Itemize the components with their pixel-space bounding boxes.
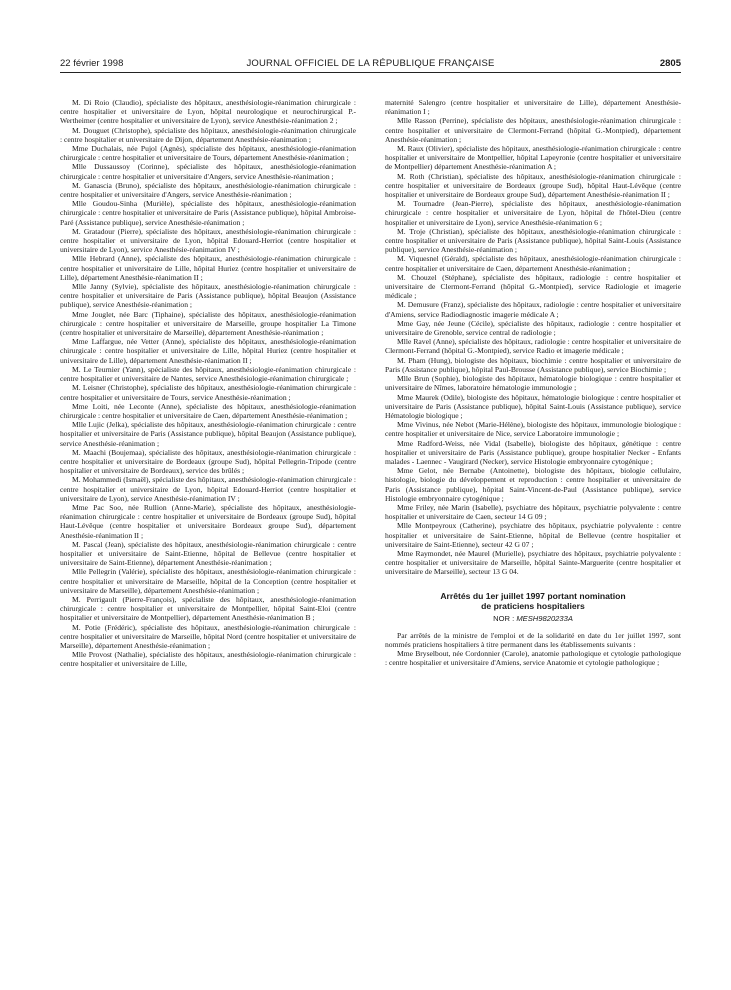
- header-page-number: 2805: [659, 58, 681, 69]
- appointment-entry: M. Potie (Frédéric), spécialiste des hôpitaux, anesthésiologie-réanimation chirurgicale : centre hospitalier et universitaire de Marseille, hôpital Nord (centre hospitalier et universitaire de Marseille), département Anesthésie-réanimation ;: [60, 622, 356, 650]
- left-column: [60, 98, 356, 978]
- appointment-entry: M. Pham (Hung), biologiste des hôpitaux, biochimie : centre hospitalier et universitaire de Paris (Assistance publique), hôpital Paul-Brousse (Assistance publique), service Biochimie ;: [385, 355, 681, 374]
- right-column: [385, 98, 681, 978]
- appointment-entry: Mlle Brun (Sophie), biologiste des hôpitaux, hématologie biologique : centre hospitalier et universitaire de Nîmes, laboratoire hématologie immunologie ;: [385, 374, 681, 393]
- appointment-entry: Mme Friley, née Marin (Isabelle), psychiatre des hôpitaux, psychiatrie polyvalente : centre hospitalier et universitaire de Caen, secteur 14 G 09 ;: [385, 502, 681, 522]
- appointment-entry: Mme Loiti, née Leconte (Anne), spécialiste des hôpitaux, anesthésiologie-réanimation chirurgicale : centre hospitalier et universitaire de Caen, département Anesthésie-réanimation ;: [60, 401, 356, 420]
- section-title-line-1: Arrêtés du 1er juillet 1997 portant nomination: [440, 590, 626, 601]
- appointment-entry: Mme Duchalais, née Pujol (Agnès), spécialiste des hôpitaux, anesthésiologie-réanimation chirurgicale : centre hospitalier et universitaire de Tours, département Anesthésie-réanimation ;: [60, 144, 356, 163]
- appointment-entry: M. Pascal (Jean), spécialiste des hôpitaux, anesthésiologie-réanimation chirurgicale : centre hospitalier et universitaire de Saint-Etienne, hôpital de Bellevue (centre hospitalier et universitaire de Saint-Etienne), département Anesthésie-réanimation ;: [60, 539, 356, 568]
- appointment-entry: M. Mohammedi (Ismaël), spécialiste des hôpitaux, anesthésiologie-réanimation chirurgicale : centre hospitalier et universitaire de Lyon, hôpital Edouard-Herriot (centre hospitalier et universitaire de Lyon), service Anesthésie-réanimation IV ;: [60, 475, 356, 503]
- appointment-entry: maternité Salengro (centre hospitalier et universitaire de Lille), département Anesthésie-réanimation I ;: [385, 98, 681, 117]
- appointment-entry: M. Troje (Christian), spécialiste des hôpitaux, anesthésiologie-réanimation chirurgicale : centre hospitalier et universitaire de Paris (Assistance publique), hôpital Saint-Louis (Assistance publique), service Anesthésie-réanimation ;: [385, 226, 681, 255]
- appointment-entry: M. Demusure (Franz), spécialiste des hôpitaux, radiologie : centre hospitalier et universitaire d'Amiens, service Radiodiagnostic imagerie médicale A ;: [385, 300, 681, 319]
- appointment-entry: Mlle Dussaussoy (Corinne), spécialiste des hôpitaux, anesthésiologie-réanimation chirurgicale : centre hospitalier et universitaire d'Angers, service Anesthésie-réanimation ;: [60, 162, 356, 181]
- appointment-entry: Mme Raymondet, née Maurel (Murielle), psychiatre des hôpitaux, psychiatrie polyvalente : centre hospitalier et universitaire de Marseille, hôpital Sainte-Marguerite (centre hospitalier et universitaire de Marseille), secteur 13 G 04.: [385, 548, 681, 577]
- section-title-line-2: de praticiens hospitaliers: [481, 601, 585, 612]
- appointment-entry: Mlle Montpeyroux (Catherine), psychiatre des hôpitaux, psychiatrie polyvalente : centre hospitalier et universitaire de Saint-Etienne, hôpital de Bellevue (centre hospitalier et universitaire de Saint-Etienne), secteur 42 G 07 ;: [385, 521, 681, 549]
- header-rule: [60, 72, 681, 73]
- appointment-entry: M. Douguet (Christophe), spécialiste des hôpitaux, anesthésiologie-réanimation chirurgicale : centre hospitalier et universitaire de Dijon, département Anesthésie-réanimation ;: [60, 125, 356, 144]
- nor-label: NOR :: [493, 613, 515, 623]
- appointment-entry: Mlle Pellegrin (Valérie), spécialiste des hôpitaux, anesthésiologie-réanimation chirurgicale : centre hospitalier et universitaire de Marseille, hôpital de la Conception (centre hospitalier et universitaire de Marseille), département Anesthésie-réanimation ;: [60, 567, 356, 595]
- appointment-entry: M. Maachi (Boujemaa), spécialiste des hôpitaux, anesthésiologie-réanimation chirurgicale : centre hospitalier et universitaire de Bordeaux (groupe Sud), hôpital Pellegrin-Tripode (centre hospitalier et universitaire de Bordeaux), service des brûlés ;: [60, 447, 356, 476]
- appointment-entry: M. Leisner (Christophe), spécialiste des hôpitaux, anesthésiologie-réanimation chirurgicale : centre hospitalier et universitaire de Tours, service Anesthésie-réanimation ;: [60, 383, 356, 402]
- appointment-entry: Mlle Ravel (Anne), spécialiste des hôpitaux, radiologie : centre hospitalier et universitaire de Clermont-Ferrand (hôpital G.-Montpied), service Radio et imagerie médicale ;: [385, 337, 681, 356]
- appointment-entry: Mlle Provost (Nathalie), spécialiste des hôpitaux, anesthésiologie-réanimation chirurgicale : centre hospitalier et universitaire de Lille,: [60, 650, 356, 669]
- appointment-entry: M. Ganascia (Bruno), spécialiste des hôpitaux, anesthésiologie-réanimation chirurgicale : centre hospitalier et universitaire d'Angers, service Anesthésie-réanimation ;: [60, 180, 356, 200]
- appointment-entry: M. Gratadour (Pierre), spécialiste des hôpitaux, anesthésiologie-réanimation chirurgicale : centre hospitalier et universitaire de Lyon, hôpital Edouard-Herriot (centre hospitalier et universitaire de Lyon), service Anesthésie-réanimation IV ;: [60, 226, 356, 255]
- appointment-entry: Mme Pac Soo, née Rullion (Anne-Marie), spécialiste des hôpitaux, anesthésiologie-réanimation chirurgicale : centre hospitalier et universitaire de Bordeaux (groupe Sud), hôpital Haut-Lévêque (centre hospitalier et universitaire Bordeaux groupe Sud), département Anesthésie-réanimation II ;: [60, 502, 356, 540]
- appointment-entry: M. Le Teurnier (Yann), spécialiste des hôpitaux, anesthésiologie-réanimation chirurgicale : centre hospitalier et universitaire de Nantes, service Anesthésiologie-réanimation chirurgicale ;: [60, 364, 356, 384]
- nor-reference: [385, 614, 681, 623]
- appointment-entry: Mlle Lujic (Jelka), spécialiste des hôpitaux, anesthésiologie-réanimation chirurgicale : centre hospitalier et universitaire de Paris (Assistance publique), hôpital Beaujon (Assistance publique), service Anesthésie-réanimation ;: [60, 420, 356, 448]
- appointment-entry: Par arrêtés de la ministre de l'emploi et de la solidarité en date du 1er juillet 1997, sont nommés praticiens hospitaliers à titre permanent dans les établissements suivants :: [385, 630, 681, 649]
- appointment-entry: M. Perrigault (Pierre-François), spécialiste des hôpitaux, anesthésiologie-réanimation chirurgicale : centre hospitalier et universitaire de Montpellier, hôpital Saint-Eloi (centre hospitalier et universitaire de Montpellier), département Anesthésie-réanimation B ;: [60, 594, 356, 623]
- appointment-entry: M. Chouzel (Stéphane), spécialiste des hôpitaux, radiologie : centre hospitalier et universitaire de Clermont-Ferrand (hôpital G.-Montpied), service Radiologie et imagerie médicale ;: [385, 272, 681, 301]
- appointment-entry: Mlle Goudou-Sinha (Murièle), spécialiste des hôpitaux, anesthésiologie-réanimation chirurgicale : centre hospitalier et universitaire de Paris (Assistance publique), hôpital Ambroise-Paré (Assistance publique), service Anesthésie-réanimation ;: [60, 199, 356, 227]
- header-date: 22 février 1998: [60, 58, 124, 69]
- appointment-entry: Mme Radford-Weiss, née Vidal (Isabelle), biologiste des hôpitaux, génétique : centre hospitalier et universitaire de Paris (Assistance publique), groupe hospitalier Necker - Enfants malades - Laennec - Vaugirard (Necker), service Histologie embryonnaire cytogénique ;: [385, 438, 681, 466]
- appointment-entry: Mlle Janny (Sylvie), spécialiste des hôpitaux, anesthésiologie-réanimation chirurgicale : centre hospitalier et universitaire de Paris (Assistance publique), hôpital Beaujon (Assistance publique), service Anesthésie-réanimation ;: [60, 282, 356, 310]
- appointment-entry: M. Roth (Christian), spécialiste des hôpitaux, anesthésiologie-réanimation chirurgicale : centre hospitalier et universitaire de Bordeaux (groupe Sud), hôpital Haut-Lévêque (centre hospitalier et universitaire de Bordeaux groupe Sud), département Anesthésie-réanimation II ;: [385, 171, 681, 200]
- nor-code: MESH9820233A: [516, 613, 573, 623]
- appointment-entry: M. Viquesnel (Gérald), spécialiste des hôpitaux, anesthésiologie-réanimation chirurgicale : centre hospitalier et universitaire de Caen, département Anesthésie-réanimation ;: [385, 254, 681, 273]
- page-header: [60, 58, 681, 72]
- appointment-entry: Mme Maurek (Odile), biologiste des hôpitaux, hématologie biologique : centre hospitalier et universitaire de Paris (Assistance publique), hôpital Saint-Louis (Assistance publique), service Hématologie biologique ;: [385, 392, 681, 420]
- appointment-entry: Mlle Hebrard (Anne), spécialiste des hôpitaux, anesthésiologie-réanimation chirurgicale : centre hospitalier et universitaire de Lille, hôpital Huriez (centre hospitalier et universitaire de Lille), département Anesthésie-réanimation II ;: [60, 254, 356, 282]
- appointment-entry: Mme Bryselbout, née Cordonnier (Carole), anatomie pathologique et cytologie pathologique : centre hospitalier et universitaire d'Amiens, service Anatomie et cytologie pathologique ;: [385, 649, 681, 668]
- appointment-entry: Mme Gelot, née Bernabe (Antoinette), biologiste des hôpitaux, biologie cellulaire, histologie, biologie du développement et reproduction : centre hospitalier et universitaire de Paris (Assistance publique), hôpital Saint-Vincent-de-Paul (Assistance publique), service Histologie embryonnaire cytogénique ;: [385, 466, 681, 503]
- section-body: [385, 631, 681, 668]
- section-title: [385, 591, 681, 612]
- appointment-entry: Mme Vivinus, née Nebot (Marie-Hélène), biologiste des hôpitaux, immunologie biologique : centre hospitalier et universitaire de Nice, service Laboratoire immunologie ;: [385, 420, 681, 439]
- header-journal-title: JOURNAL OFFICIEL DE LA RÉPUBLIQUE FRANÇAISE: [246, 58, 495, 69]
- right-column-entries: [385, 98, 681, 577]
- appointment-entry: M. Raux (Olivier), spécialiste des hôpitaux, anesthésiologie-réanimation chirurgicale : centre hospitalier et universitaire de Montpellier, hôpital Lapeyronie (centre hospitalier et universitaire de Montpellier) département Anesthésie-réanimation A ;: [385, 144, 681, 172]
- appointment-entry: M. Tournadre (Jean-Pierre), spécialiste des hôpitaux, anesthésiologie-réanimation chirurgicale : centre hospitalier et universitaire de Lyon, hôpital de l'hôtel-Dieu (centre hospitalier et universitaire de Lyon), service Anesthésie-réanimation 6 ;: [385, 199, 681, 227]
- appointment-entry: Mme Gay, née Jeune (Cécile), spécialiste des hôpitaux, radiologie : centre hospitalier et universitaire de Grenoble, service central de radiologie ;: [385, 318, 681, 338]
- appointment-entry: Mme Jouglet, née Barc (Tiphaine), spécialiste des hôpitaux, anesthésiologie-réanimation chirurgicale : centre hospitalier et universitaire de Marseille, groupe hospitalier La Timone (centre hospitalier et universitaire de Marseille), département Anesthésie-réanimation ;: [60, 309, 356, 338]
- appointment-entry: Mlle Rasson (Perrine), spécialiste des hôpitaux, anesthésiologie-réanimation chirurgicale : centre hospitalier et universitaire de Clermont-Ferrand (hôpital G.-Montpied), département Anesthésie-réanimation ;: [385, 116, 681, 144]
- appointment-entry: M. Di Roio (Claudio), spécialiste des hôpitaux, anesthésiologie-réanimation chirurgicale : centre hospitalier et universitaire de Lyon, hôpital neurologique et neurochirurgical P.-Wertheimer (centre hospitalier et universitaire de Lyon), service Anesthésie-réanimation 2 ;: [60, 98, 356, 126]
- appointment-entry: Mme Laffargue, née Vetter (Anne), spécialiste des hôpitaux, anesthésiologie-réanimation chirurgicale : centre hospitalier et universitaire de Lille, hôpital Huriez (centre hospitalier et universitaire de Lille), département Anesthésie-réanimation II ;: [60, 337, 356, 365]
